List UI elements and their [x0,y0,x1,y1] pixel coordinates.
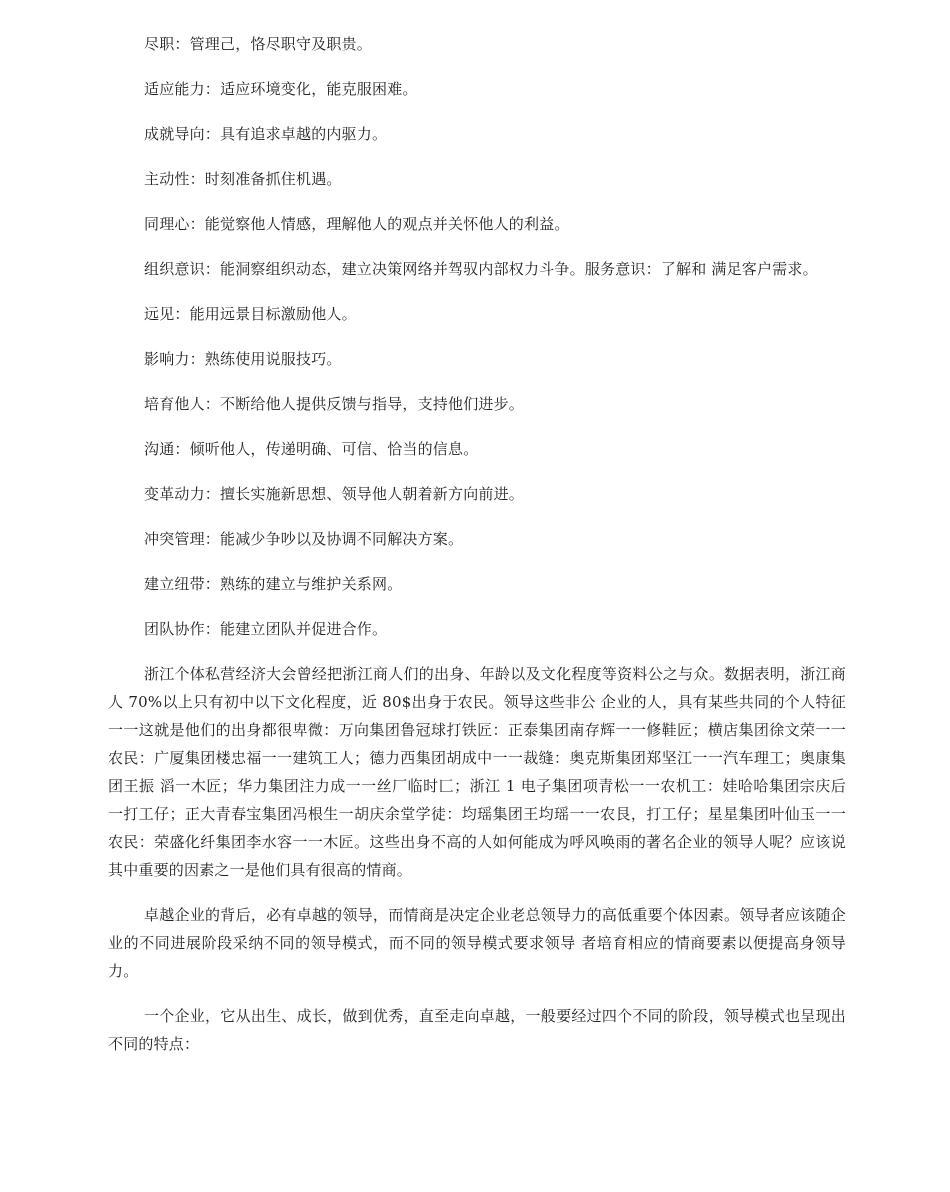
paragraph-vision: 远见：能用远景目标激励他人。 [144,305,357,323]
paragraph-four-stages: 一个企业，它从出生、成长，做到优秀，直至走向卓越，一般要经过四个不同的阶段，领导模式也呈现出不同的特点： [108,1007,846,1053]
paragraph-adaptability: 适应能力：适应环境变化，能克服困难。 [144,80,418,98]
paragraph-communication: 沟通：倾听他人，传递明确、可信、恰当的信息。 [144,440,479,458]
paragraph-empathy: 同理心：能觉察他人情感，理解他人的观点并关怀他人的利益。 [144,215,570,233]
paragraph-influence: 影响力：熟练使用说服技巧。 [144,350,342,368]
paragraph-change-catalyst: 变革动力：擅长实施新思想、领导他人朝着新方向前进。 [144,485,525,503]
paragraph-conflict-management: 冲突管理：能减少争吵以及协调不同解决方案。 [144,530,464,548]
paragraph-initiative: 主动性：时刻准备抓住机遇。 [144,170,342,188]
paragraph-building-bonds: 建立纽带：熟练的建立与维护关系网。 [144,575,403,593]
paragraph-leadership-eq: 卓越企业的背后，必有卓越的领导，而情商是决定企业老总领导力的高低重要个体因素。领导者应该随企业的不同进展阶段采纳不同的领导模式，而不同的领导模式要求领导 者培育相应的情商要素以便提高身领导力。 [108,906,846,980]
paragraph-achievement: 成就导向：具有追求卓越的内驱力。 [144,125,388,143]
paragraph-teamwork: 团队协作：能建立团队并促进合作。 [144,620,388,638]
document-page [108,30,846,1075]
paragraph-organizational-awareness: 组织意识：能洞察组织动态，建立决策网络并驾驭内部权力斗争。服务意识：了解和 满足客户需求。 [144,260,818,278]
paragraph-developing-others: 培育他人：不断给他人提供反馈与指导，支持他们进步。 [144,395,525,413]
paragraph-zhejiang-merchants: 浙江个体私营经济大会曾经把浙江商人们的出身、年龄以及文化程度等资料公之与众。数据表明，浙江商人 70%以上只有初中以下文化程度，近 80$出身于农民。领导这些非公 企业的人，具有某些共同的个人特征一一这就是他们的出身都很卑微：万向集团鲁冠球打铁匠：正泰集团南存辉一一修鞋匠；横店集团徐文荣一一农民：广厦集团楼忠福一一建筑工人；德力西集团胡成中一一裁缝：奥克斯集团郑坚江一一汽车理工；奥康集团王振 滔一木匠；华力集团注力成一一丝厂临时匚；浙江 1 电子集团项青松一一农机工：娃哈哈集团宗庆后一打工仔；正大青春宝集团冯根生一胡庆余堂学徒：均瑶集团王均瑶一一农艮，打工仔；星星集团叶仙玉一一农民：荣盛化纤集团李水容一一木匠。这些出身不高的人如何能成为呼风唤雨的著名企业的领导人呢？应该说其中重要的因素之一是他们具有很高的情商。 [108,665,846,879]
paragraph-dutifulness: 尽职：管理己，恪尽职守及职贵。 [144,35,373,53]
